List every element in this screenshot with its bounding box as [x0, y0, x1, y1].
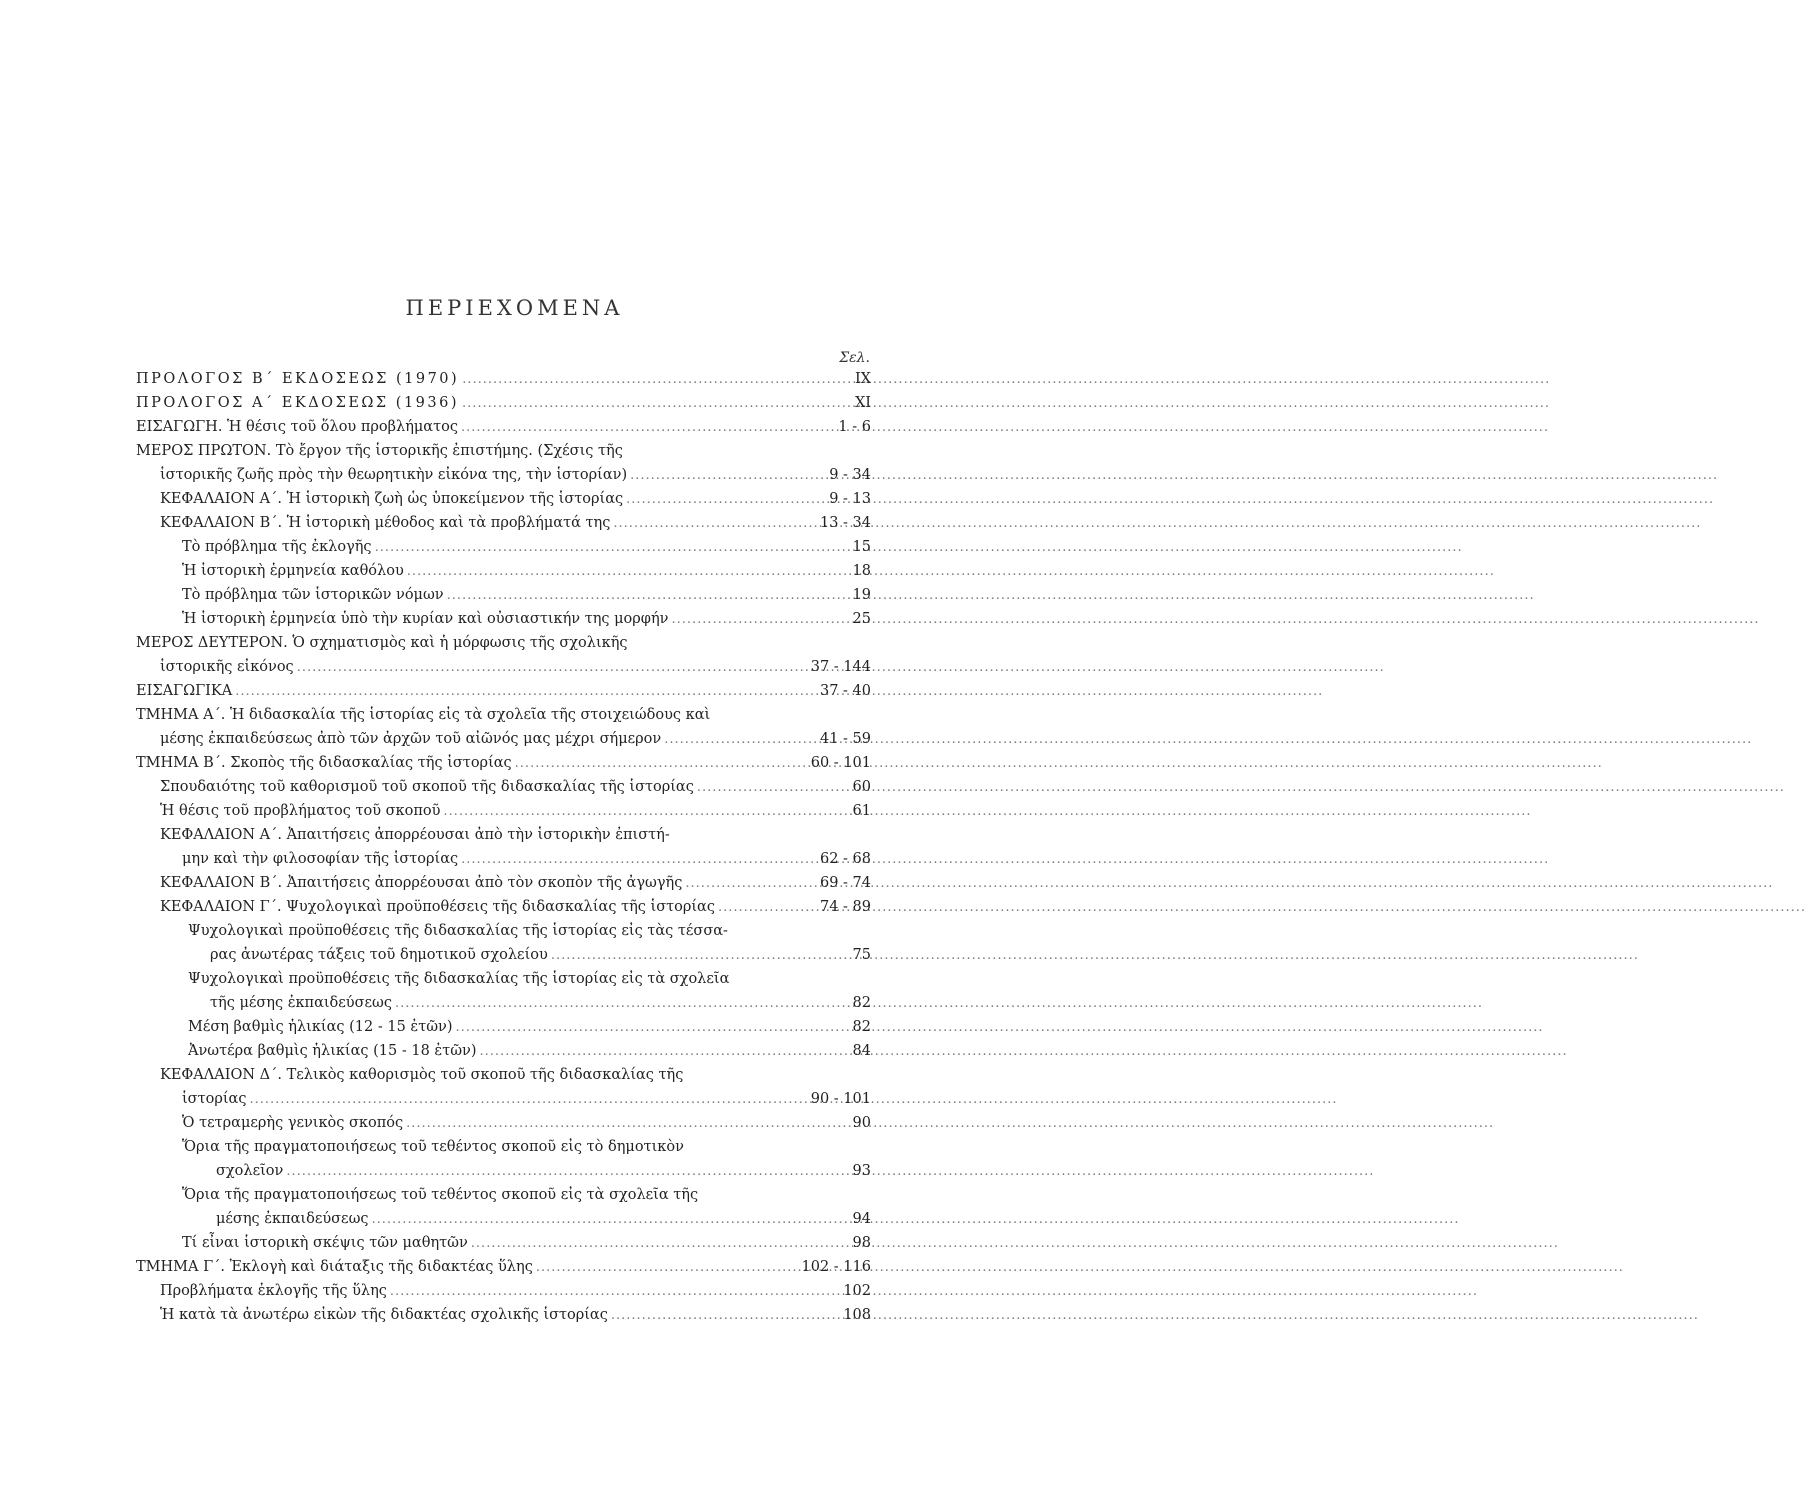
toc-entry-text: ΤΜΗΜΑ Β΄. Σκοπὸς τῆς διδασκαλίας τῆς ἱστορίας: [136, 755, 512, 771]
toc-entry-text: Μέση βαθμὶς ἡλικίας (12 - 15 ἐτῶν): [188, 1019, 453, 1035]
toc-entry: [160, 464, 861, 487]
toc-page-number: 9 - 34: [829, 467, 871, 483]
toc-entry-text: Ψυχολογικαὶ προϋποθέσεις τῆς διδασκαλίας τῆς ἱστορίας εἰς τὰς τέσσα-: [188, 923, 728, 939]
toc-entry: [160, 824, 871, 846]
toc-entry: [160, 776, 861, 799]
toc-entry: [160, 1280, 861, 1303]
toc-entry: [160, 512, 861, 535]
toc-entry: [182, 1232, 861, 1255]
toc-entry-text: Ἡ ἱστορικὴ ἑρμηνεία καθόλου: [182, 563, 404, 579]
toc-entry: [136, 752, 861, 775]
toc-entry-text: Ἡ θέσις τοῦ προβλήματος τοῦ σκοποῦ: [160, 803, 441, 819]
toc-entry-text: ΚΕΦΑΛΑΙΟΝ Δ΄. Τελικὸς καθορισμὸς τοῦ σκοποῦ τῆς διδασκαλίας τῆς: [160, 1067, 684, 1083]
toc-page-number: 90: [852, 1115, 871, 1131]
toc-entry-text: Ἡ κατὰ τὰ ἀνωτέρω εἰκὼν τῆς διδακτέας σχολικῆς ἱστορίας: [160, 1307, 608, 1323]
toc-entry: [182, 1088, 861, 1111]
toc-entry: [182, 848, 861, 871]
toc-entry: [182, 1112, 861, 1135]
toc-entry-text: ΕΙΣΑΓΩΓΗ. Ἡ θέσις τοῦ ὅλου προβλήματος: [136, 419, 458, 435]
toc-entry: [188, 920, 871, 942]
toc-entry: [216, 1208, 861, 1231]
toc-page-number: 74 - 89: [819, 899, 871, 915]
toc-entry-text: ΚΕΦΑΛΑΙΟΝ Α΄. Ἀπαιτήσεις ἀπορρέουσαι ἀπὸ τὴν ἱστορικὴν ἐπιστή-: [160, 827, 670, 843]
toc-page-number: 1 - 6: [838, 419, 871, 435]
toc-page-number: 25: [852, 611, 871, 627]
toc-entry: [160, 1304, 861, 1327]
toc-entry-text: Ψυχολογικαὶ προϋποθέσεις τῆς διδασκαλίας τῆς ἱστορίας εἰς τὰ σχολεῖα: [188, 971, 730, 987]
toc-page-number: 41 - 59: [819, 731, 871, 747]
toc-page-number: 102 - 116: [801, 1259, 871, 1275]
toc-entry-text: Τί εἶναι ἱστορικὴ σκέψις τῶν μαθητῶν: [182, 1235, 468, 1251]
toc-page-number: 9 - 13: [829, 491, 871, 507]
toc-entry-text: ΚΕΦΑΛΑΙΟΝ Β΄. Ἀπαιτήσεις ἀπορρέουσαι ἀπὸ τὸν σκοπὸν τῆς ἀγωγῆς: [160, 875, 683, 891]
toc-page-number: 84: [852, 1043, 871, 1059]
toc-entry: [160, 872, 861, 895]
toc-entry-text: τῆς μέσης ἐκπαιδεύσεως: [210, 995, 392, 1011]
toc-entry: [182, 584, 861, 607]
toc-entry-text: ΜΕΡΟΣ ΠΡΩΤΟΝ. Τὸ ἔργον τῆς ἱστορικῆς ἐπιστήμης. (Σχέσις τῆς: [136, 443, 623, 459]
toc-entry-text: Τὸ πρόβλημα τῶν ἱστορικῶν νόμων: [182, 587, 444, 603]
toc-entry: [182, 608, 861, 631]
toc-entry: [160, 488, 861, 511]
toc-page-number: 82: [852, 1019, 871, 1035]
toc-entry-text: Σπουδαιότης τοῦ καθορισμοῦ τοῦ σκοποῦ τῆς διδασκαλίας τῆς ἱστορίας: [160, 779, 694, 795]
toc-entry: [216, 1160, 861, 1183]
toc-entry-text: ρας ἀνωτέρας τάξεις τοῦ δημοτικοῦ σχολείου: [210, 947, 548, 963]
toc-page-number: 19: [852, 587, 871, 603]
toc-page-number: 60 - 101: [810, 755, 871, 771]
toc-entry: [136, 680, 861, 703]
toc-entry: [210, 944, 861, 967]
toc-entry: [160, 896, 861, 919]
toc-entry-text: μέσης ἐκπαιδεύσεως: [216, 1211, 369, 1227]
toc-entry: [160, 800, 861, 823]
toc-entry-text: Τὸ πρόβλημα τῆς ἐκλογῆς: [182, 539, 372, 555]
toc-page-number: 75: [852, 947, 871, 963]
toc-entry-text: ΤΜΗΜΑ Α΄. Ἡ διδασκαλία τῆς ἱστορίας εἰς τὰ σχολεῖα τῆς στοιχειώδους καὶ: [136, 707, 711, 723]
toc-entry: [160, 656, 861, 679]
toc-entry-text: ΚΕΦΑΛΑΙΟΝ Β΄. Ἡ ἱστορικὴ μέθοδος καὶ τὰ προβλήματά της: [160, 515, 611, 531]
page-title: ΠΕΡΙΕΧΟΜΕΝΑ: [405, 296, 624, 320]
toc-page-number: 102: [843, 1283, 871, 1299]
toc-page-number: 13 - 34: [819, 515, 871, 531]
toc-page-number: 69 - 74: [819, 875, 871, 891]
toc-entry: [136, 704, 871, 726]
toc-page-number: 61: [852, 803, 871, 819]
toc-entry-text: ΠΡΟΛΟΓΟΣ Β΄ ΕΚΔΟΣΕΩΣ (1970): [136, 371, 460, 387]
toc-entry-text: μέσης ἐκπαιδεύσεως ἀπὸ τῶν ἀρχῶν τοῦ αἰῶνός μας μέχρι σήμερον: [160, 731, 662, 747]
page-column-label: Σελ.: [839, 350, 870, 366]
toc-page-number: 37 - 40: [819, 683, 871, 699]
toc-page-number: 90 - 101: [810, 1091, 871, 1107]
toc-entry: [210, 992, 861, 1015]
toc-page-number: IX: [854, 371, 871, 387]
toc-entry-text: ΚΕΦΑΛΑΙΟΝ Γ΄. Ψυχολογικαὶ προϋποθέσεις τῆς διδασκαλίας τῆς ἱστορίας: [160, 899, 715, 915]
toc-page-number: 18: [852, 563, 871, 579]
toc-entry-text: ΕΙΣΑΓΩΓΙΚΑ: [136, 683, 233, 699]
toc-entry: [160, 1064, 871, 1086]
toc-entry-text: ΜΕΡΟΣ ΔΕΥΤΕΡΟΝ. Ὁ σχηματισμὸς καὶ ἡ μόρφωσις τῆς σχολικῆς: [136, 635, 628, 651]
toc-entry-text: μην καὶ τὴν φιλοσοφίαν τῆς ἱστορίας: [182, 851, 459, 867]
toc-page-number: 62 - 68: [819, 851, 871, 867]
toc-entry-text: ΤΜΗΜΑ Γ΄. Ἐκλογὴ καὶ διάταξις τῆς διδακτέας ὕλης: [136, 1259, 533, 1275]
toc-page-number: XI: [854, 395, 871, 411]
toc-entry-text: ἱστορικῆς εἰκόνος: [160, 659, 294, 675]
toc-entry-text: Ὅρια τῆς πραγματοποιήσεως τοῦ τεθέντος σκοποῦ εἰς τὸ δημοτικὸν: [182, 1139, 684, 1155]
toc-entry: [182, 560, 861, 583]
toc-entry-text: ΚΕΦΑΛΑΙΟΝ Α΄. Ἡ ἱστορικὴ ζωὴ ὡς ὑποκείμενον τῆς ἱστορίας: [160, 491, 624, 507]
toc-entry-text: Ἀνωτέρα βαθμὶς ἡλικίας (15 - 18 ἐτῶν): [188, 1043, 477, 1059]
toc-entry-text: ἱστορικῆς ζωῆς πρὸς τὴν θεωρητικὴν εἰκόνα της, τὴν ἱστορίαν): [160, 467, 628, 483]
toc-entry-text: ΠΡΟΛΟΓΟΣ Α΄ ΕΚΔΟΣΕΩΣ (1936): [136, 395, 459, 411]
toc-entry: [136, 1256, 861, 1279]
toc-entry: [136, 368, 861, 391]
toc-entry-text: σχολεῖον: [216, 1163, 284, 1179]
toc-entry: [136, 392, 861, 415]
toc-entry: [136, 440, 871, 462]
toc-entry-text: Ὁ τετραμερὴς γενικὸς σκοπός: [182, 1115, 404, 1131]
toc-entry: [188, 968, 871, 990]
toc-entry-text: Προβλήματα ἐκλογῆς τῆς ὕλης: [160, 1283, 387, 1299]
toc-page-number: 82: [852, 995, 871, 1011]
toc-page-number: 15: [852, 539, 871, 555]
toc-page-number: 108: [843, 1307, 871, 1323]
toc-entry-text: ἱστορίας: [182, 1091, 247, 1107]
toc-page-number: 94: [852, 1211, 871, 1227]
toc-page-number: 60: [852, 779, 871, 795]
toc-entry: [188, 1016, 861, 1039]
toc-entry: [182, 1136, 871, 1158]
toc-entry: [182, 1184, 871, 1206]
toc-entry-text: Ὅρια τῆς πραγματοποιήσεως τοῦ τεθέντος σκοποῦ εἰς τὰ σχολεῖα τῆς: [182, 1187, 699, 1203]
toc-entry-text: Ἡ ἱστορικὴ ἑρμηνεία ὑπὸ τὴν κυρίαν καὶ οὐσιαστικήν της μορφήν: [182, 611, 669, 627]
toc-page-number: 98: [852, 1235, 871, 1251]
toc-entry: [188, 1040, 861, 1063]
toc-page-number: 37 - 144: [810, 659, 871, 675]
toc-entry: [136, 416, 861, 439]
toc-entry: [182, 536, 861, 559]
toc-entry: [160, 728, 861, 751]
toc-page-number: 93: [852, 1163, 871, 1179]
toc-entry: [136, 632, 871, 654]
